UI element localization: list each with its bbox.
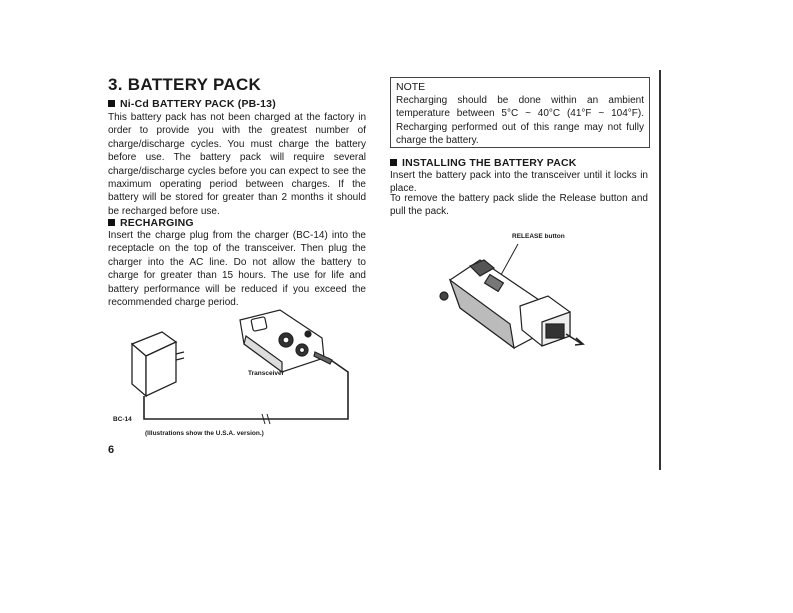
illustration-caption: (Illustrations show the U.S.A. version.) xyxy=(145,430,264,437)
note-text: Recharging should be done within an ambient temperature between 5°C ~ 40°C (41°F ~ 104°F). Recharging performed out of this range may not fully charge the battery. xyxy=(396,95,644,147)
recharging-paragraph: Insert the charge plug from the charger (BC-14) into the receptacle on the top of the transceiver. Then plug the charger into the AC line. Do not allow the battery to charge for greater than 15 hours. The use for life and battery performance will be reduced if you exceed the recommended charge period. xyxy=(108,230,366,309)
release-button-label: RELEASE button xyxy=(512,233,565,240)
nicd-heading-text: Ni-Cd BATTERY PACK (PB-13) xyxy=(120,98,276,110)
transceiver-icon xyxy=(240,310,332,372)
slide-arrow-icon xyxy=(566,334,583,345)
nicd-heading xyxy=(108,98,366,110)
installing-paragraph-2: To remove the battery pack slide the Release button and pull the pack. xyxy=(390,193,648,218)
bullet-square-icon xyxy=(108,219,115,226)
nicd-paragraph: This battery pack has not been charged at the factory in order to provide you with the greatest number of charge/discharge cycles. You must charge the battery before use. The battery pack will require several charge/discharge cycles before you can expect to see the maximum operating period between charges. If the battery will be stored for greater than 2 months it should be recharged before use. xyxy=(108,112,366,217)
battery-illustration xyxy=(430,240,590,350)
recharging-heading xyxy=(108,217,366,229)
margin-rule xyxy=(659,70,661,470)
charger-illustration xyxy=(110,308,360,428)
transceiver-label: Transceiver xyxy=(248,370,285,377)
note-box xyxy=(390,77,650,148)
installing-heading-text: INSTALLING THE BATTERY PACK xyxy=(402,157,577,169)
installing-paragraph-1: Insert the battery pack into the transceiver until it locks in place. xyxy=(390,170,648,195)
bullet-square-icon xyxy=(108,100,115,107)
charger-icon xyxy=(132,332,184,396)
bullet-square-icon xyxy=(390,159,397,166)
installing-heading xyxy=(390,157,648,169)
page-number: 6 xyxy=(108,444,115,456)
note-title: NOTE xyxy=(396,81,426,93)
charger-label: BC-14 xyxy=(113,416,132,423)
section-title: 3. BATTERY PACK xyxy=(108,75,262,94)
recharging-heading-text: RECHARGING xyxy=(120,217,194,229)
